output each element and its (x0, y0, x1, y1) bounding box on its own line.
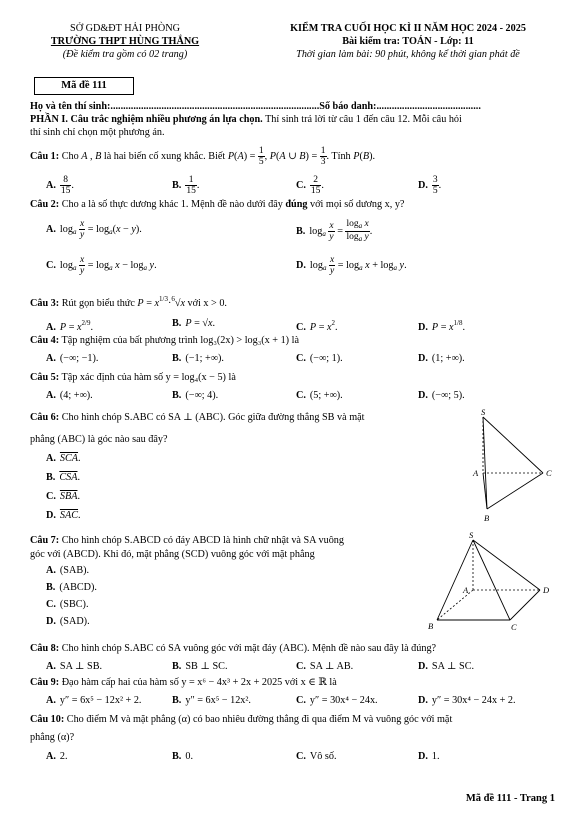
q10-option-a[interactable]: A. 2. (46, 751, 68, 762)
time-note: Thời gian làm bài: 90 phút, không kể thời gian phát đề (296, 49, 520, 60)
exam-subject: Bài kiểm tra: TOÁN - Lớp: 11 (342, 36, 474, 47)
exam-code-box: Mã đề 111 (34, 77, 134, 95)
q1-option-c[interactable]: C. $\frac{2}{15}$ . (296, 175, 324, 196)
sbd-label: Số báo danh: (319, 101, 377, 112)
fig6-label-c: C (546, 468, 552, 478)
q9-option-a[interactable]: A. y″ = 6x⁵ − 12x² + 2. (46, 695, 142, 706)
page-footer: Mã đề 111 - Trang 1 (465, 793, 555, 804)
q7-option-b[interactable]: B. (ABCD). (46, 582, 97, 593)
q9-option-d[interactable]: D. y″ = 30x⁴ − 24x + 2. (418, 695, 516, 706)
q2-option-a[interactable]: A. $\log_a$ $\frac{x}{y}$ = $\log_a(x - y)$. (46, 219, 142, 240)
part1-instr1: Thí sinh trả lời từ câu 1 đến câu 12. Mỗi câu hỏi (262, 114, 462, 125)
school-name: TRƯỜNG THPT HÙNG THẮNG (50, 36, 200, 47)
fig7-label-d: D (543, 585, 550, 595)
q7-option-c[interactable]: C. (SBC). (46, 599, 89, 610)
question-7-line2: góc với (ABCD). Khi đó, mặt phẳng (SCD) vuông góc với mặt phẳng (30, 549, 315, 560)
q7-option-a[interactable]: A. (SAB). (46, 565, 90, 576)
q2-option-c[interactable]: C. $\log_a$ $\frac{x}{y}$ = $\log_a x - \log_a y$. (46, 255, 157, 276)
name-label: Họ và tên thí sinh: (30, 101, 111, 112)
q8-option-b[interactable]: B. SB ⊥ SC. (172, 661, 228, 672)
q3-option-d[interactable]: D. $P = x^{1/8}$. (418, 319, 466, 333)
q1-option-a[interactable]: A. $\frac{8}{15}$ . (46, 175, 74, 196)
question-2: Câu 2: Cho a là số thực dương khác 1. Mệnh đề nào dưới đây đúng với mọi số dương x, y? (30, 199, 405, 210)
header-right (258, 22, 558, 61)
q10-option-d[interactable]: D. 1. (418, 751, 440, 762)
q5-option-c[interactable]: C. (5; +∞). (296, 390, 343, 401)
q5-option-a[interactable]: A. (4; +∞). (46, 390, 93, 401)
fig6-label-a: A (473, 468, 479, 478)
q4-option-d[interactable]: D. (1; +∞). (418, 353, 465, 364)
fig6-label-b: B (484, 513, 490, 523)
part1-heading (30, 113, 555, 126)
q8-option-c[interactable]: C. SA ⊥ AB. (296, 661, 354, 672)
q2-option-d[interactable]: D. $\log_a$ $\frac{x}{y}$ = $\log_a x + \log_a y$. (296, 255, 407, 276)
question-6-line1: Câu 6: Cho hình chóp S.ABC có SA ⊥ (ABC). Góc giữa đường thẳng SB và mặt (30, 412, 365, 423)
q9-option-b[interactable]: B. y″ = 6x⁵ − 12x². (172, 695, 251, 706)
question-3: Câu 3: Rút gọn biểu thức $P = x^{1/3}\cdot^6√x$ với x > 0. (30, 295, 227, 309)
fig7-label-c: C (511, 622, 517, 632)
q2-option-b[interactable]: B. $\log_a$ $\frac{x}{y}$ = $\frac{\log_a x}{\log_a y}$ . (296, 219, 373, 243)
q1-option-d[interactable]: D. $\frac{3}{5}$ . (418, 175, 442, 196)
pages-note: (Đề kiểm tra gồm có 02 trang) (62, 49, 188, 60)
q10-option-c[interactable]: C. Vô số. (296, 751, 337, 762)
q3-option-b[interactable]: B. P = √x. (172, 318, 216, 329)
q6-option-c[interactable]: C. $\overline{SBA}$. (46, 491, 80, 502)
student-info-line (30, 100, 555, 113)
q8-option-a[interactable]: A. SA ⊥ SB. (46, 661, 103, 672)
fig7-label-b: B (428, 621, 434, 631)
q6-option-b[interactable]: B. $\overline{CSA}$. (46, 472, 81, 483)
question-1: Câu 1: Cho A , B là hai biến cố xung khắc. Biết P(A) = $\frac{1}{5}$ , P(A ∪ B) = $\frac{1}{3}$ . Tính P(B). (30, 146, 376, 167)
q4-option-c[interactable]: C. (−∞; 1). (296, 353, 343, 364)
question-5: Câu 5: Tập xác định của hàm số y = log₄(x − 5) là (30, 372, 236, 383)
part1-title: PHẦN I. Câu trắc nghiệm nhiều phương án lựa chọn. (30, 114, 263, 125)
q6-option-a[interactable]: A. $\overline{SCA}$. (46, 453, 81, 464)
q5-option-b[interactable]: B. (−∞; 4). (172, 390, 219, 401)
q7-option-d[interactable]: D. (SAD). (46, 616, 90, 627)
fig7-label-a: A (463, 585, 469, 595)
question-10-line2: phẳng (α)? (30, 732, 75, 743)
header-left (20, 22, 230, 61)
q5-option-d[interactable]: D. (−∞; 5). (418, 390, 465, 401)
question-6-line2: phẳng (ABC) là góc nào sau đây? (30, 434, 168, 445)
question-8: Câu 8: Cho hình chóp S.ABC có SA vuông góc với mặt đáy (ABC). Mệnh đề nào sau đây là đúng? (30, 643, 437, 654)
name-dots: .................................................................................. (110, 101, 320, 112)
q1-label: Câu 1: (30, 150, 60, 162)
sbd-dots: ......................................... (376, 101, 481, 112)
pyramid-sabc-figure (445, 405, 555, 525)
dept-name: SỞ GD&ĐT HẢI PHÒNG (70, 23, 180, 34)
question-7-line1: Câu 7: Cho hình chóp S.ABCD có đáy ABCD là hình chữ nhật và SA vuông (30, 535, 344, 546)
part1-instr2: thí sinh chỉ chọn một phương án. (30, 127, 165, 138)
q3-option-c[interactable]: C. $P = x^2$. (296, 319, 338, 333)
q3-option-a[interactable]: A. $P = x^{2/9}$. (46, 319, 94, 333)
q6-option-d[interactable]: D. $\overline{SAC}$. (46, 510, 81, 521)
exam-title: KIỂM TRA CUỐI HỌC KÌ II NĂM HỌC 2024 - 2025 (290, 23, 526, 34)
q8-option-d[interactable]: D. SA ⊥ SC. (418, 661, 475, 672)
question-9: Câu 9: Đạo hàm cấp hai của hàm số y = x⁶ − 4x³ + 2x + 2025 với x ∈ ℝ là (30, 677, 337, 688)
q9-option-c[interactable]: C. y″ = 30x⁴ − 24x. (296, 695, 378, 706)
question-10-line1: Câu 10: Cho điểm M và mặt phẳng (α) có bao nhiêu đường thẳng đi qua điểm M và vuông góc với mặt (30, 714, 453, 725)
q1-option-b[interactable]: B. $\frac{1}{15}$ . (172, 175, 200, 196)
q10-option-b[interactable]: B. 0. (172, 751, 193, 762)
q4-option-b[interactable]: B. (−1; +∞). (172, 353, 224, 364)
fig6-label-s: S (481, 407, 486, 417)
pyramid-sabcd-figure (425, 530, 555, 640)
q4-option-a[interactable]: A. (−∞; −1). (46, 353, 99, 364)
fig7-label-s: S (469, 530, 474, 540)
question-4: Câu 4: Tập nghiệm của bất phương trình log₃(2x) > log₃(x + 1) là (30, 335, 299, 346)
